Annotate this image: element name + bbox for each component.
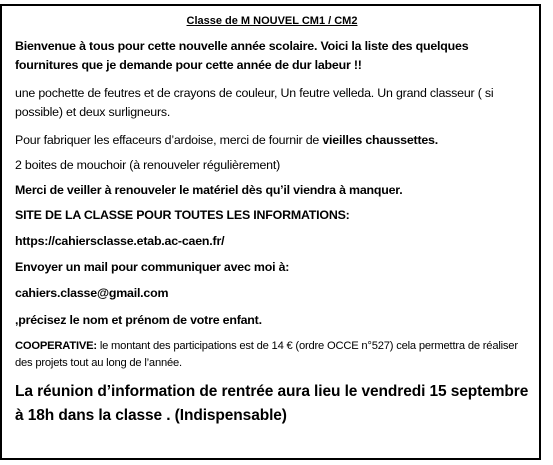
tissues-paragraph: 2 boites de mouchoir (à renouveler régulièrement) bbox=[15, 158, 281, 172]
supplies-paragraph: une pochette de feutres et de crayons de couleur, Un feutre velleda. Un grand classeur ( si possible) et deux surligneurs. bbox=[15, 86, 494, 119]
document-title: Classe de M NOUVEL CM1 / CM2 bbox=[186, 15, 358, 27]
erasers-paragraph bbox=[15, 131, 529, 150]
cooperative-text: le montant des participations est de 14 € (ordre OCCE n°527) cela permettra de réaliser des projets tout au long de l’année. bbox=[15, 340, 518, 369]
welcome-paragraph: Bienvenue à tous pour cette nouvelle année scolaire. Voici la liste des quelques fournitures que je demande pour cette année de dur labeur !! bbox=[15, 39, 469, 72]
erasers-text: Pour fabriquer les effaceurs d’ardoise, merci de fournir de bbox=[15, 133, 323, 147]
site-url: https://cahiersclasse.etab.ac-caen.fr/ bbox=[15, 234, 225, 248]
renew-notice: Merci de veiller à renouveler le matériel dès qu’il viendra à manquer. bbox=[15, 183, 403, 197]
cooperative-paragraph bbox=[15, 338, 529, 372]
erasers-socks: vieilles chaussettes. bbox=[322, 133, 438, 147]
meeting-notice: La réunion d’information de rentrée aura lieu le vendredi 15 septembre à 18h dans la classe . (Indispensable) bbox=[15, 383, 529, 424]
document-frame bbox=[0, 4, 541, 460]
cooperative-label: COOPERATIVE: bbox=[15, 340, 97, 352]
email-address: cahiers.classe@gmail.com bbox=[15, 286, 169, 300]
mail-heading: Envoyer un mail pour communiquer avec moi à: bbox=[15, 260, 290, 274]
site-heading: SITE DE LA CLASSE POUR TOUTES LES INFORMATIONS: bbox=[15, 208, 350, 222]
name-notice: ,précisez le nom et prénom de votre enfant. bbox=[15, 313, 262, 327]
